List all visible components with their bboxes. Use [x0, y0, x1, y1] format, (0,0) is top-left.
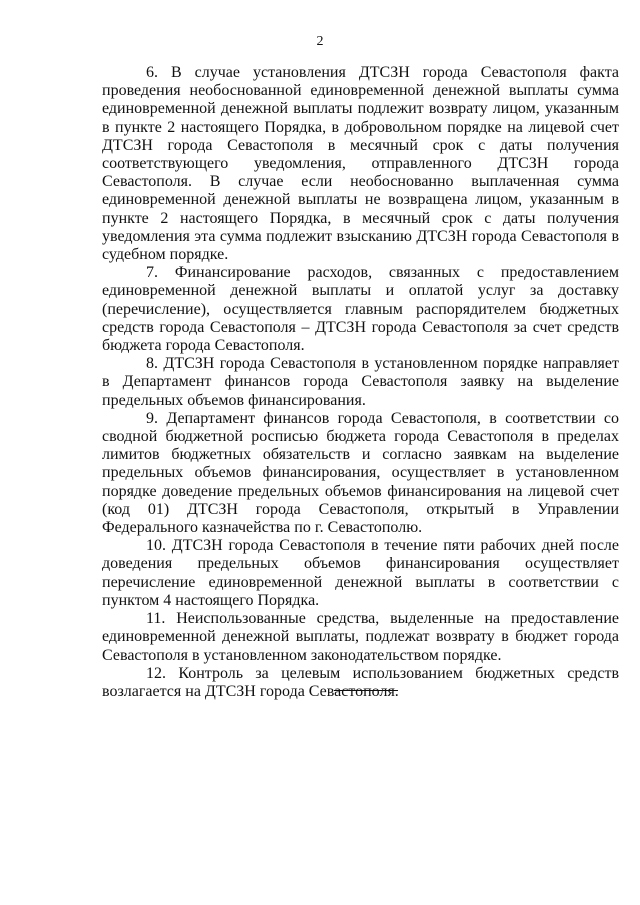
page-number: 2 [316, 34, 324, 49]
document-body [102, 64, 619, 701]
paragraph-12: 12. Контроль за целевым использованием бюджетных средств возлагается на ДТСЗН города Севастополя. [102, 664, 619, 700]
paragraph-8: 8. ДТСЗН города Севастополя в установленном порядке направляет в Департамент финансов города Севастополя заявку на выделение предельных объемов финансирования. [102, 355, 619, 409]
paragraph-7: 7. Финансирование расходов, связанных с предоставлением единовременной денежной выплаты и оплатой услуг за доставку (перечисление), осуществляется главным распорядителем бюджетных средств города Севастополя – ДТСЗН города Севастополя за счет средств бюджета города Севастополя. [102, 264, 619, 355]
paragraph-10: 10. ДТСЗН города Севастополя в течение пяти рабочих дней после доведения предельных объемов финансирования осуществляет перечисление единовременной денежной выплаты в соответствии с пунктом 4 настоящего Порядка. [102, 537, 619, 609]
paragraph-9: 9. Департамент финансов города Севастополя, в соответствии со сводной бюджетной росписью бюджета города Севастополя в пределах лимитов бюджетных обязательств и согласно заявкам на выделение предельных объемов финансирования, осуществляет в установленном порядке доведение предельных объемов финансирования на лицевой счет (код 01) ДТСЗН города Севастополя, открытый в Управлении Федерального казначейства по г. Севастополю. [102, 409, 619, 537]
end-of-document-rule [334, 690, 398, 691]
paragraph-6: 6. В случае установления ДТСЗН города Севастополя факта проведения необоснованной единовременной денежной выплаты сумма единовременной денежной выплаты подлежит возврату лицом, указанным в пункте 2 настоящего Порядка, в добровольном порядке на лицевой счет ДТСЗН города Севастополя в месячный срок с даты получения соответствующего уведомления, отправленного ДТСЗН города Севастополя. В случае если необоснованно выплаченная сумма единовременной денежной выплаты не возвращена лицом, указанным в пункте 2 настоящего Порядка, в месячный срок с даты получения уведомления эта сумма подлежит взысканию ДТСЗН города Севастополя в судебном порядке. [102, 64, 619, 264]
paragraph-11: 11. Неиспользованные средства, выделенные на предоставление единовременной денежной выплаты, подлежат возврату в бюджет города Севастополя в установленном законодательством порядке. [102, 610, 619, 664]
